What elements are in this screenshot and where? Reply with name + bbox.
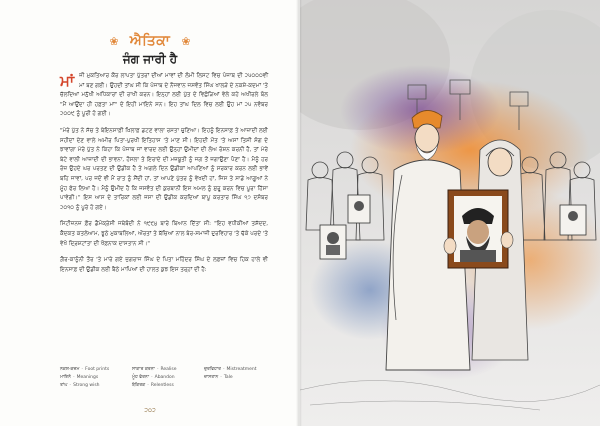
right-page	[300, 0, 600, 426]
glossary-entry: ਮਾਇਨੇ - Meanings	[60, 375, 99, 380]
protest-illustration	[300, 0, 600, 426]
portrait-frame	[448, 190, 508, 268]
glossary-entry: ਸਾਕਾਰ ਕਰਨਾ - Realise	[132, 367, 177, 372]
glossary	[60, 367, 270, 389]
paragraph: ਮਾਂਜੀ ਮੁਕਤਿਆਰ ਕੌਰ ਲਾਪਤਾ ਪੁੱਤਰਾਂ ਦੀਆਂ ਮਾਵਾਂ ਦੀ ਲੰਮੀ ਲਿਸਟ ਵਿਚ ਪੰਜਾਬ ਦੀ ੨੫੦੦੦ਵੀਂ ਮਾਂ ਬਣ ਗਈ। ਉਹਦੀ ਤਾਂਘ ਸੀ ਕਿ ਪੰਜਾਬ ਦੇ ਨੌਜਵਾਨ ਜਸਵੰਤ ਸਿੰਘ ਖਾਲੜੇ ਦੇ ਨਕਸ਼ੇ-ਕਦਮਾਂ 'ਤੇ ਚੱਲਦਿਆਂ ਮਨੁੱਖੀ ਅਧਿਕਾਰਾਂ ਦੀ ਰਾਖੀ ਕਰਨ। ਇਨ੍ਹਾਂ ਲਈ ਪੁੱਤ ਦੇ ਵਿਛੋੜਿਆਂ ਵੇਲੇ ਕਹੇ ਅਖੀਰਲੇ ਬੋਲ "ਮੈਂ ਆਉਂਦਾ ਹੀ ਹਫ਼ਤਾ ਮਾਂ" ਦੇ ਇਹੀ ਮਾਇਨੇ ਸਨ। ਇਹ ਤਾਂਘ ਦਿਲ ਵਿਚ ਲਈ ਉਹ ਮਾਂ ੨੫ ਨਵੰਬਰ ੨੦੦੯ ਨੂੰ ਪੂਰੀ ਹੋ ਗਈ।	[60, 72, 268, 118]
page-number: ੨੦੨	[144, 407, 156, 414]
chapter-title: ਜੰਗ ਜਾਰੀ ਹੈ	[122, 52, 178, 66]
glossary-entry: ਤਾਂਘ - Strong wish	[60, 383, 100, 388]
drop-cap: ਮਾਂ	[60, 72, 75, 90]
paragraph: "ਮੇਰੇ ਪੁੱਤ ਨੇ ਸੱਚ ਤੇ ਬੇਇਨਸਾਫ਼ੀ ਖ਼ਿਲਾਫ਼ ਡਟਣ ਵਾਲਾ ਰਸਤਾ ਚੁਣਿਆ। ਇਹਨੂੰ ਇਨਸਾਫ਼ ਤੇ ਆਜ਼ਾਦੀ ਲਈ ਸਹੀਦਾਂ ਦੇਣ ਵਾਲੇ ਅਮੀਰ ਪਿਤਾ-ਪੁਰਖੀ ਇਤਿਹਾਸ 'ਤੇ ਮਾਣ ਸੀ। ਇਹਦੀ ਮੌਤ 'ਤੇ ਅਸਾਂ ਤਿਸੀ ਸੋਗ ਦੇ ਝਾਵਾਂਗਾ ਮੇਰੇ ਪੁੱਤ ਨੇ ਕਿਹਾ ਕਿ ਪੰਜਾਬ ਜਾਂ ਵਾਰਦ ਲਈ ਉਨ੍ਹਾਂ ਉਮੀਦਾਂ ਦੀ ਲੋਅ ਰੋਸ਼ਨ ਕਰਨੀ ਹੈ, ਤਾਂ ਮੇਰੇ ਬੇਟੇ ਵਾਲੀ ਆਜ਼ਾਦੀ ਦੀ ਭਾਵਨਾ, ਹੌਸਲਾ ਤੇ ਇਰਾਦੇ ਦੀ ਮਜ਼ਬੂਤੀ ਨੂੰ ਜਗ ਤੋਂ ਜਗਾਉਣਾ ਪੈਣਾ ਹੈ। ਮੈਨੂੰ ਹਰ ਰੋਜ਼ ਉਹਦੇ ਘਰ ਪਰਤਣ ਦੀ ਉਡੀਕ ਹੈ ਤੇ ਅਗਲੇ ਦਿਨ ਉਡੀਕਾਂ ਆਪਣਿਆਂ ਨੂੰ ਸਰਕਾਰ ਕਰਨ ਲਈ ਭਾਵੇਂ ਬਹਿ ਜਾਵਾਂ, ਪਰ ਜਦੋਂ ਵੀ ਮੈਂ ਰਾਤ ਨੂੰ ਸੌਂਦੀ ਹਾਂ, ਤਾਂ ਆਪਣੇ ਪੁੱਤਰ ਨੂੰ ਵੇਖਦੀ ਹਾਂ, ਜਿਸ ਤੇ ਸਾਡੇ ਆਗੂਆਂ ਨੇ ਮੂੰਹ ਫੇਰ ਲਿਆ ਹੈ। ਮੈਨੂੰ ਉਮੀਦ ਹੈ ਕਿ ਜਸਵੰਤ ਦੀ ਕੁਰਬਾਨੀ ਇਸ ਅਮਲ ਨੂੰ ਸ਼ੁਰੂ ਕਰਨ ਵਿਚ ਪੂਰਾ ਹਿੱਸਾ ਪਾਵੇਗੀ।" ਇਸ ਆਸ ਦੇ ਤਾਰਿਕਾਂ ਲਈ ਜਸਾ ਦੀ ਉਡੀਕ ਕਰਦਿਆਂ ਬਾਪੂ ਕਰਤਾਰ ਸਿੰਘ ੧੭ ਦਸੰਬਰ ੨੦੧੦ ਨੂੰ ਪੂਰੇ ਹੋ ਗਏ।	[60, 127, 268, 211]
body-text	[60, 72, 268, 282]
flower-ornament-icon: ❀	[109, 35, 119, 48]
glossary-entry: ਨਕਸ਼-ਕਦਮ - Foot prints	[60, 367, 110, 372]
glossary-entry: ਦਾਸਤਾਨ - Tale	[204, 375, 233, 380]
paragraph: ਸਿਟੀਜ਼ਨਜ਼ ਫ਼ੌਰ ਡੈਮੋਕ੍ਰੇਸੀ ਜਥੇਬੰਦੀ ਨੇ ੧੯੯੪ ਬਾਰੇ ਬਿਆਨ ਦਿੱਤਾ ਸੀ: "ਇਹ ਵਧੀਕੀਆਂ ਤਸ਼ੱਦਦ, ਕੈਦਕਤ ਕਤਲੇਆਮ, ਝੂਠੇ ਮੁਕਾਬਲਿਆਂ, ਔਰਤਾਂ ਤੇ ਬੱਚਿਆਂ ਨਾਲ ਬੇਰ-ਸਮਾਜੀ ਦੁਰਵਿਹਾਰ 'ਤੇ ਢੱਕੇ ਪਰਦੇ 'ਤੇ ਵੇਖੋ ਦ੍ਰਿਸ਼ਟਾਂਤਾ ਦੀ ਖੌਫ਼ਨਾਕ ਦਾਸਤਾਨ ਸੀ।"	[60, 221, 268, 247]
section-header	[0, 30, 300, 49]
glossary-entry: ਮੂੰਹ ਫੇਰਨਾ - Abandon	[132, 375, 175, 380]
glossary-entry: ਬੇਕਿਰਕ - Relentless	[132, 383, 174, 388]
section-title: ਐਤਿਕਾ	[129, 33, 171, 49]
glossary-entry: ਦੁਰਵਿਹਾਰ - Mistreatment	[204, 367, 257, 372]
paragraph: ਗ਼ੈਰ-ਕਾਨੂੰਨੀ ਤੌਰ 'ਤੇ ਮਾਰੇ ਗਏ ਜੁਗਰਾਜ ਸਿੰਘ ਦੇ ਪਿਤਾ ਮਹਿੰਦਰ ਸਿੰਘ ਦੇ ਲਫ਼ਜ਼ਾਂ ਵਿਚ ਹਿਕ ਹਾਲੇ ਵੀ ਇਨਸਾਫ਼ ਦੀ ਉਡੀਕ ਲਈ ਬੈਠੇ ਮਾਪਿਆਂ ਦੀ ਹਾਲਤ ਕੁਝ ਇਸ ਤਰ੍ਹਾਂ ਦੀ ਹੈ:	[60, 257, 268, 273]
flower-ornament-icon: ❀	[181, 35, 191, 48]
book-gutter	[296, 0, 302, 426]
